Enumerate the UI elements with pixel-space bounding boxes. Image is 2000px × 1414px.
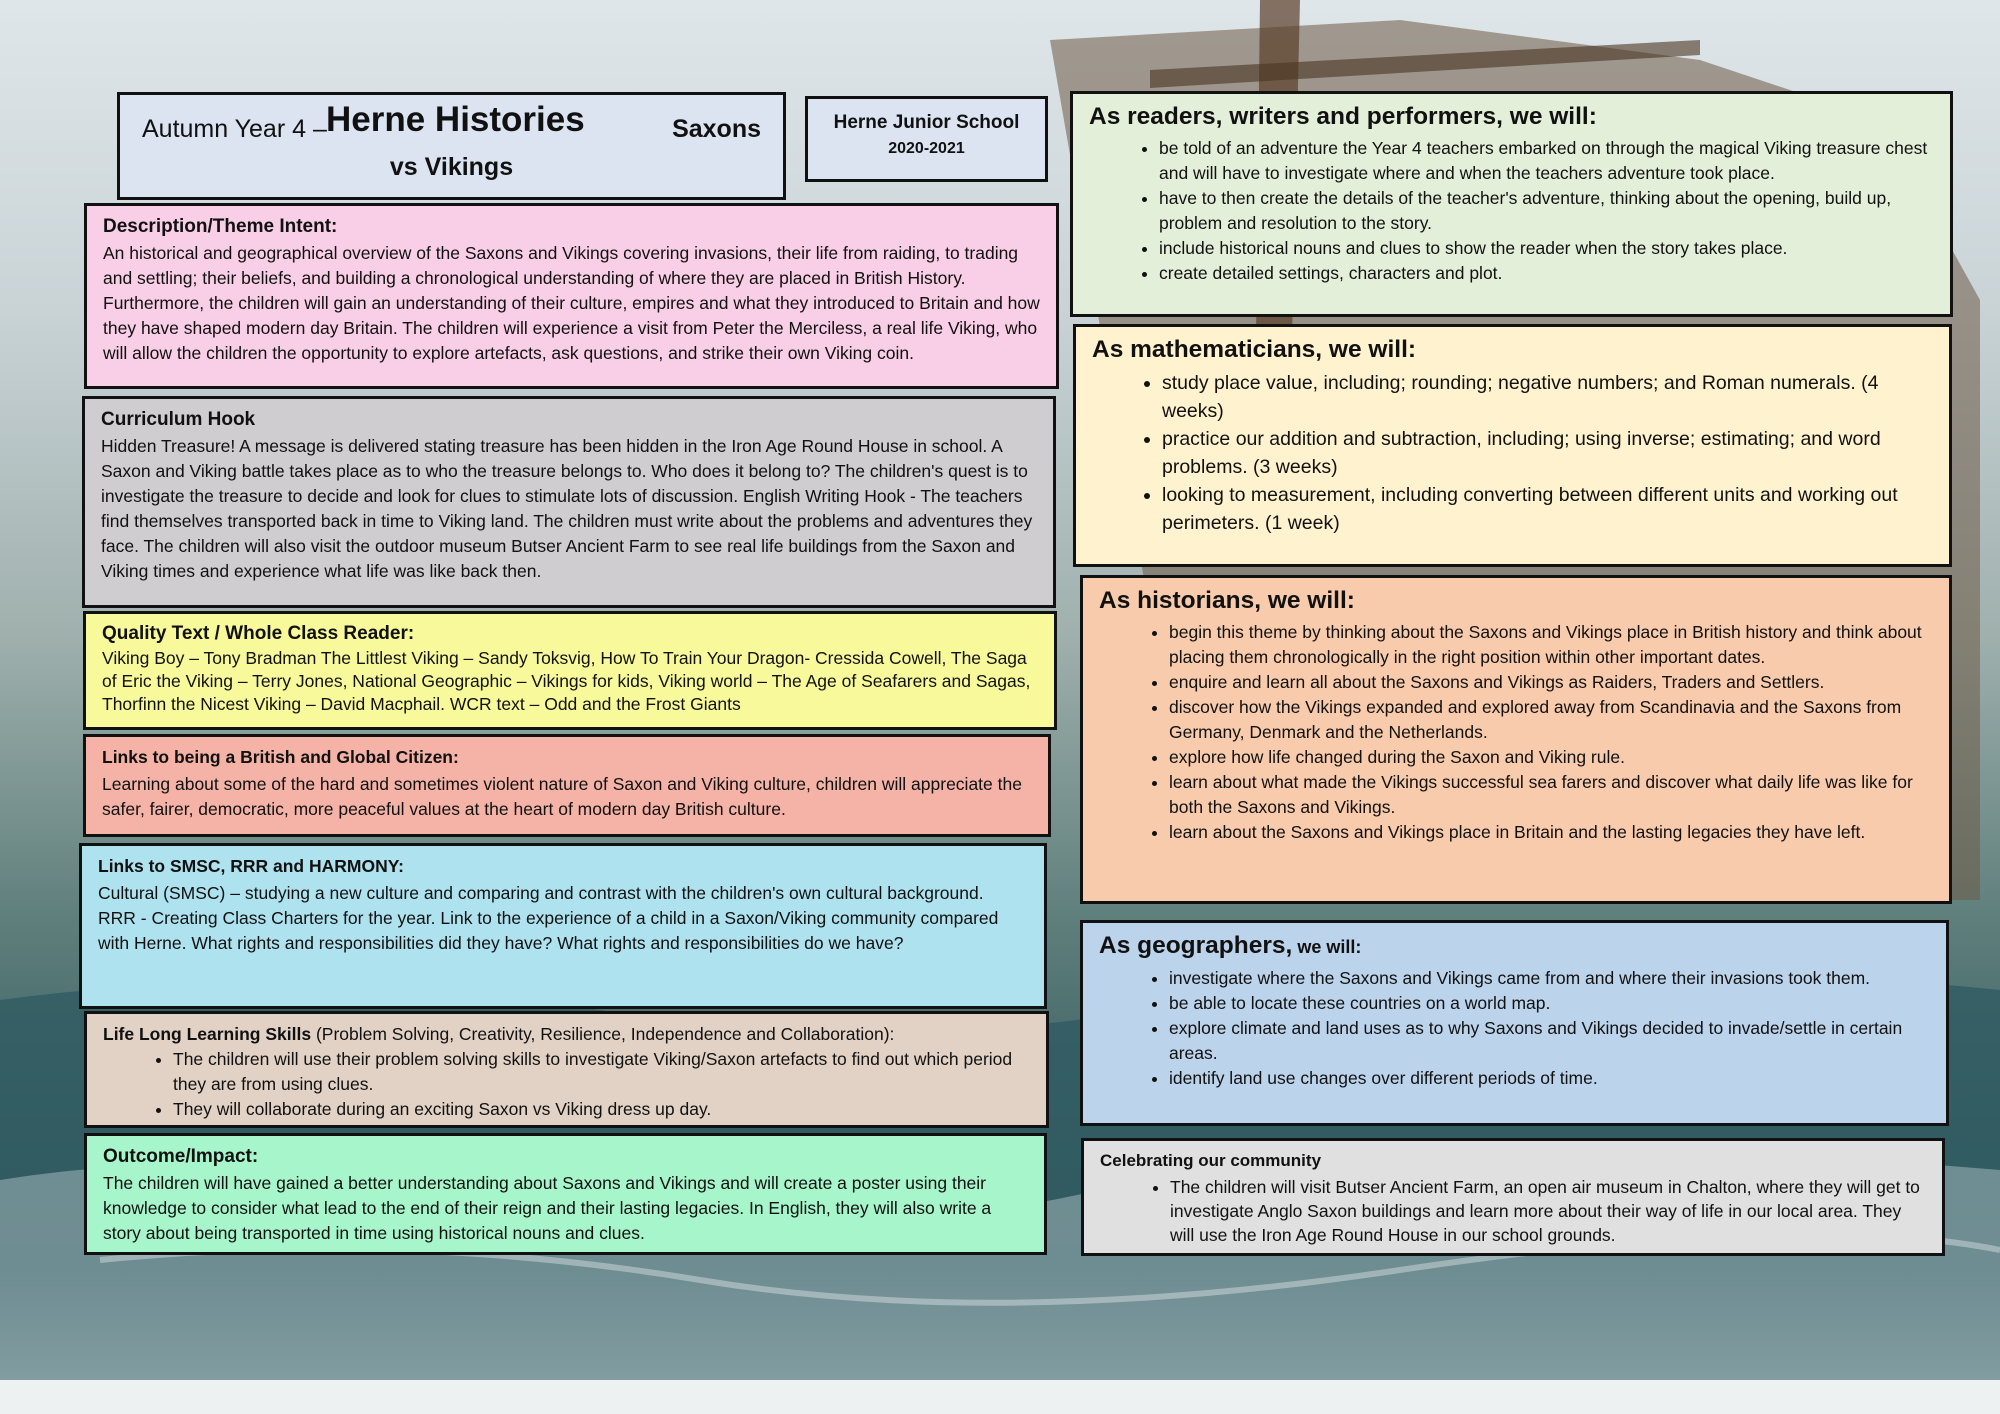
smsc-heading: Links to SMSC, RRR and HARMONY: [98,856,404,876]
geography-list [1099,966,1930,1091]
list-item: • The children will visit Butser Ancient Farm, an open air museum in Chalton, where they will get to investigate Anglo Saxon buildings and learn more about their way of life in our local area. They will use the Iron Age Round House in our school grounds. [1170,1175,1926,1247]
outcome-box [84,1133,1047,1255]
readers-list [1089,136,1934,286]
list-item: • They will collaborate during an exciting Saxon vs Viking dress up day. [173,1097,1030,1122]
maths-heading: As mathematicians, we will: [1092,336,1417,363]
history-list [1099,620,1933,845]
smsc-line-1: Cultural (SMSC) – studying a new culture and comparing and contrast with the children's own cultural background. [98,883,984,903]
list-item: • explore climate and land uses as to why Saxons and Vikings decided to invade/settle in certain areas. [1169,1016,1930,1066]
list-item: • practice our addition and subtraction, including; using inverse; estimating; and word problems. (3 weeks) [1162,425,1933,481]
title-line-two: vs Vikings [389,153,514,181]
lifelong-heading-bold: Life Long Learning Skills [103,1024,312,1044]
curriculum-hook-box [82,396,1056,608]
title-topic-saxons: Saxons [672,115,761,143]
description-text: An historical and geographical overview of the Saxons and Vikings covering invasions, their life from raiding, to trading and settling; their beliefs, and building a chronological understanding of where they are placed in British History. Furthermore, the children will gain an understanding of their culture, empires and what they introduced to Britain and how they have shaped modern day Britain. The children will experience a visit from Peter the Merciless, a real life Viking, who will allow the children the opportunity to explore artefacts, ask questions, and strike their own Viking coin. [103,243,1040,363]
description-heading: Description/Theme Intent: [103,216,338,237]
list-item: • begin this theme by thinking about the Saxons and Vikings place in British history and think about placing them chronologically in the right position within other important dates. [1169,620,1933,670]
community-box [1081,1138,1945,1256]
outcome-text: The children will have gained a better understanding about Saxons and Vikings and will create a poster using their knowledge to consider what lead to the end of their reign and their lasting legacies. In English, they will also write a story about being transported in time using historical nouns and clues. [103,1173,992,1243]
list-item: • have to then create the details of the teacher's adventure, thinking about the opening, build up, problem and resolution to the story. [1159,186,1934,236]
community-list [1100,1175,1926,1247]
list-item: • explore how life changed during the Saxon and Viking rule. [1169,745,1933,770]
lifelong-heading-rest: (Problem Solving, Creativity, Resilience, Independence and Collaboration): [311,1024,895,1044]
list-item: • The children will use their problem solving skills to investigate Viking/Saxon artefacts to find out which period they are from using clues. [173,1047,1030,1097]
list-item: • create detailed settings, characters and plot. [1159,261,1934,286]
list-item: • enquire and learn all about the Saxons and Vikings as Raiders, Traders and Settlers. [1169,670,1933,695]
geography-heading [1099,931,1930,962]
list-item: • study place value, including; rounding; negative numbers; and Roman numerals. (4 weeks) [1162,369,1933,425]
school-box [805,96,1048,182]
page-title: Herne Histories [326,100,585,139]
list-item: • be able to locate these countries on a world map. [1169,991,1930,1016]
hook-text: Hidden Treasure! A message is delivered stating treasure has been hidden in the Iron Age Round House in school. A Saxon and Viking battle takes place as to who the treasure belongs to. Who does it belong to? The children's quest is to investigate the treasure to decide and look for clues to stimulate lots of discussion. English Writing Hook - The teachers find themselves transported back in time to Viking land. The children must write about the problems and adventures they face. The children will also visit the outdoor museum Butser Ancient Farm to see real life buildings from the Saxon and Viking times and experience what life was like back then. [101,436,1033,581]
history-box [1080,575,1952,904]
list-item: • include historical nouns and clues to show the reader when the story takes place. [1159,236,1934,261]
smsc-box [79,843,1047,1009]
list-item: • identify land use changes over different periods of time. [1169,1066,1930,1091]
lifelong-heading [103,1022,1030,1047]
list-item: • looking to measurement, including converting between different units and working out perimeters. (1 week) [1162,481,1933,537]
list-item: • investigate where the Saxons and Vikings came from and where their invasions took them. [1169,966,1930,991]
maths-box [1073,324,1952,567]
list-item: • learn about what made the Vikings successful sea farers and discover what daily life was like for both the Saxons and Vikings. [1169,770,1933,820]
maths-list [1092,369,1933,537]
description-box [84,203,1059,389]
lifelong-list [103,1047,1030,1122]
history-heading: As historians, we will: [1099,587,1355,614]
school-year: 2020-2021 [888,140,965,157]
hook-heading: Curriculum Hook [101,409,256,430]
geography-heading-small: we will: [1292,937,1362,957]
geography-box [1080,920,1949,1126]
quality-heading: Quality Text / Whole Class Reader: [102,623,415,644]
list-item: • be told of an adventure the Year 4 teachers embarked on through the magical Viking treasure chest and will have to investigate where and when the teachers adventure took place. [1159,136,1934,186]
citizen-text: Learning about some of the hard and sometimes violent nature of Saxon and Viking culture, children will appreciate the safer, fairer, democratic, more peaceful values at the heart of modern day British culture. [102,774,1022,819]
readers-box [1070,91,1953,317]
geography-heading-main: As geographers, [1099,932,1293,959]
school-name: Herne Junior School [833,112,1020,133]
community-heading: Celebrating our community [1100,1151,1322,1170]
smsc-line-2: RRR - Creating Class Charters for the year. Link to the experience of a child in a Saxon/Viking community compared with Herne. What rights and responsibilities did they have? What rights and responsibilities do we have? [98,908,999,953]
list-item: • discover how the Vikings expanded and explored away from Scandinavia and the Saxons from Germany, Denmark and the Netherlands. [1169,695,1933,745]
citizen-heading: Links to being a British and Global Citizen: [102,747,459,767]
title-box [117,92,786,200]
list-item: • learn about the Saxons and Vikings place in Britain and the lasting legacies they have left. [1169,820,1933,845]
citizen-box [83,734,1051,837]
quality-text-box [83,611,1057,730]
lifelong-learning-box [84,1011,1049,1128]
outcome-heading: Outcome/Impact: [103,1146,259,1167]
readers-heading: As readers, writers and performers, we will: [1089,103,1597,130]
title-prefix: Autumn Year 4 – [142,115,327,143]
quality-text: Viking Boy – Tony Bradman The Littlest Viking – Sandy Toksvig, How To Train Your Dragon- Cressida Cowell, The Saga of Eric the Viking – Terry Jones, National Geographic – Vikings for kids, Viking world – The Age of Seafarers and Sagas, Thorfinn the Nicest Viking – David Macphail. WCR text – Odd and the Frost Giants [102,648,1031,714]
